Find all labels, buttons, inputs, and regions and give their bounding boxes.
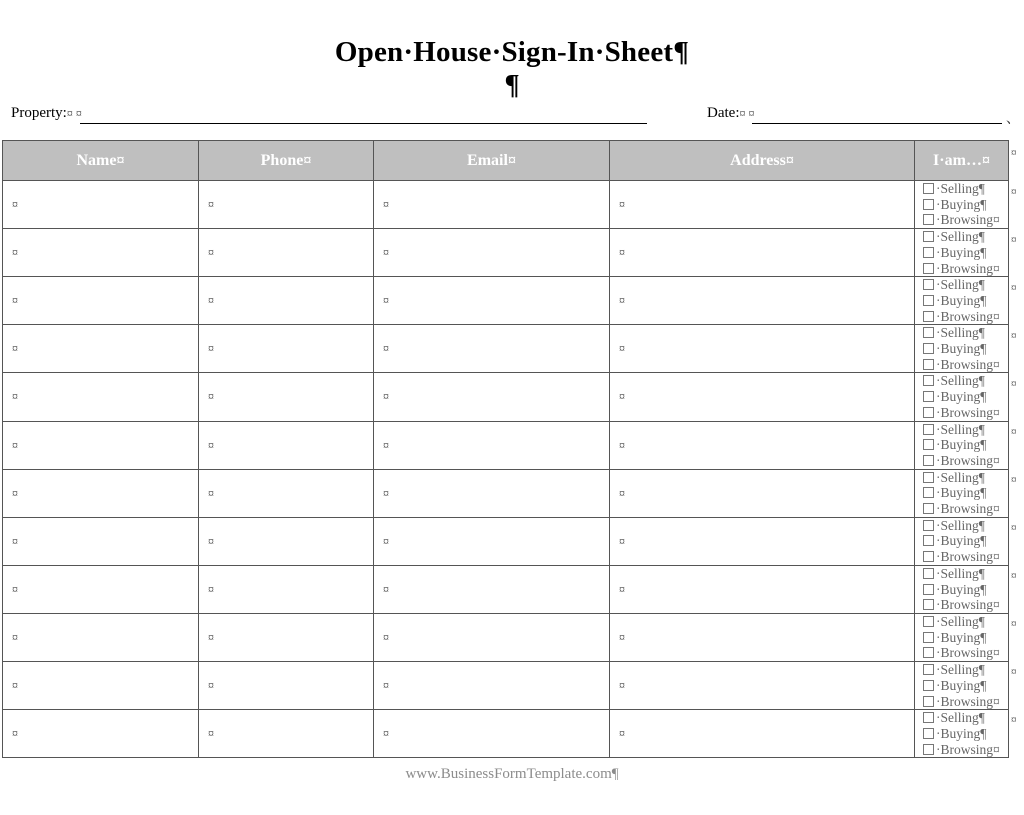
option-dot: · bbox=[936, 325, 941, 341]
checkbox-icon[interactable] bbox=[923, 343, 934, 354]
checkbox-icon[interactable] bbox=[923, 327, 934, 338]
option-selling[interactable] bbox=[923, 470, 1008, 486]
email-cell[interactable]: ¤ bbox=[374, 662, 610, 710]
option-label: Browsing¤ bbox=[940, 501, 1000, 517]
title-paragraph-mark: ¶ bbox=[504, 70, 520, 101]
option-label: Selling¶ bbox=[940, 181, 985, 196]
option-label: Buying¶ bbox=[940, 244, 987, 260]
email-cell[interactable]: ¤ bbox=[374, 421, 610, 469]
name-cell[interactable]: ¤ bbox=[3, 277, 199, 325]
table-row bbox=[3, 277, 1009, 325]
option-label: Browsing¤ bbox=[940, 645, 1000, 661]
option-browsing[interactable] bbox=[923, 549, 1008, 565]
checkbox-icon[interactable] bbox=[923, 214, 934, 225]
option-label: Buying¶ bbox=[940, 389, 987, 405]
option-buying[interactable] bbox=[923, 582, 1008, 598]
i-am-options-cell bbox=[915, 469, 1009, 517]
option-browsing[interactable] bbox=[923, 501, 1008, 517]
i-am-options-cell bbox=[915, 277, 1009, 325]
phone-cell[interactable]: ¤ bbox=[199, 613, 374, 661]
option-dot: · bbox=[936, 244, 941, 260]
option-label: Buying¶ bbox=[940, 629, 987, 645]
name-cell[interactable]: ¤ bbox=[3, 710, 199, 758]
option-dot: · bbox=[936, 629, 941, 645]
option-label: Browsing¤ bbox=[940, 452, 1000, 468]
i-am-options-cell bbox=[915, 517, 1009, 565]
checkbox-icon[interactable] bbox=[923, 535, 934, 546]
option-label: Browsing¤ bbox=[940, 549, 1000, 565]
option-buying[interactable] bbox=[923, 678, 1008, 694]
option-label: Browsing¤ bbox=[940, 404, 1000, 420]
table-row bbox=[3, 469, 1009, 517]
option-dot: · bbox=[936, 710, 941, 726]
email-cell[interactable]: ¤ bbox=[374, 710, 610, 758]
option-label: Browsing¤ bbox=[940, 741, 1000, 757]
email-cell[interactable]: ¤ bbox=[374, 565, 610, 613]
option-buying[interactable] bbox=[923, 293, 1008, 309]
checkbox-icon[interactable] bbox=[923, 487, 934, 498]
row-end-mark: ¤ bbox=[1011, 234, 1017, 246]
name-cell[interactable]: ¤ bbox=[3, 421, 199, 469]
checkbox-icon[interactable] bbox=[923, 472, 934, 483]
option-label: Browsing¤ bbox=[940, 308, 1000, 324]
i-am-options-cell bbox=[915, 662, 1009, 710]
address-cell[interactable]: ¤ bbox=[610, 710, 915, 758]
option-dot: · bbox=[936, 501, 941, 517]
option-dot: · bbox=[936, 533, 941, 549]
address-cell[interactable]: ¤ bbox=[610, 469, 915, 517]
checkbox-icon[interactable] bbox=[923, 455, 934, 466]
i-am-options-cell bbox=[915, 325, 1009, 373]
option-label: Browsing¤ bbox=[940, 597, 1000, 613]
option-dot: · bbox=[936, 725, 941, 741]
checkbox-icon[interactable] bbox=[923, 424, 934, 435]
checkbox-icon[interactable] bbox=[923, 551, 934, 562]
address-cell[interactable]: ¤ bbox=[610, 662, 915, 710]
option-dot: · bbox=[936, 452, 941, 468]
option-dot: · bbox=[936, 341, 941, 357]
table-row bbox=[3, 613, 1009, 661]
column-header-email: Email¤ bbox=[374, 141, 610, 181]
column-header-i-am: I·am…¤ bbox=[915, 141, 1009, 181]
checkbox-icon[interactable] bbox=[923, 744, 934, 755]
option-dot: · bbox=[936, 356, 941, 372]
line-end-mark: 、 bbox=[1006, 112, 1020, 127]
email-cell[interactable]: ¤ bbox=[374, 373, 610, 421]
email-cell[interactable]: ¤ bbox=[374, 229, 610, 277]
row-end-mark: ¤ bbox=[1011, 330, 1017, 342]
option-buying[interactable] bbox=[923, 389, 1008, 405]
footer-website: www.BusinessFormTemplate.com¶ bbox=[405, 766, 619, 782]
option-dot: · bbox=[936, 517, 941, 533]
row-end-mark: ¤ bbox=[1011, 186, 1017, 198]
row-end-mark: ¤ bbox=[1011, 147, 1017, 159]
table-row bbox=[3, 181, 1009, 229]
address-cell[interactable]: ¤ bbox=[610, 613, 915, 661]
table-row bbox=[3, 229, 1009, 277]
option-buying[interactable] bbox=[923, 485, 1008, 501]
address-cell[interactable]: ¤ bbox=[610, 181, 915, 229]
option-selling[interactable] bbox=[923, 181, 1008, 197]
i-am-options-cell bbox=[915, 421, 1009, 469]
date-field-marks: ¤ ¤ bbox=[739, 106, 755, 120]
email-cell[interactable]: ¤ bbox=[374, 325, 610, 373]
name-cell[interactable]: ¤ bbox=[3, 469, 199, 517]
property-field bbox=[11, 105, 82, 122]
table-row bbox=[3, 710, 1009, 758]
property-input-line[interactable] bbox=[80, 123, 647, 124]
row-end-mark: ¤ bbox=[1011, 570, 1017, 582]
checkbox-icon[interactable] bbox=[923, 647, 934, 658]
email-cell[interactable]: ¤ bbox=[374, 277, 610, 325]
phone-cell[interactable]: ¤ bbox=[199, 229, 374, 277]
option-dot: · bbox=[936, 549, 941, 565]
checkbox-icon[interactable] bbox=[923, 391, 934, 402]
table-row bbox=[3, 565, 1009, 613]
option-dot: · bbox=[936, 292, 941, 308]
option-dot: · bbox=[936, 437, 941, 453]
option-dot: · bbox=[936, 229, 941, 245]
name-cell[interactable]: ¤ bbox=[3, 662, 199, 710]
option-dot: · bbox=[936, 485, 941, 501]
date-input-line[interactable] bbox=[752, 123, 1002, 124]
row-end-mark: ¤ bbox=[1011, 522, 1017, 534]
option-dot: · bbox=[936, 565, 941, 581]
sign-in-table bbox=[2, 140, 1009, 758]
option-buying[interactable] bbox=[923, 341, 1008, 357]
option-label: Selling¶ bbox=[940, 229, 985, 245]
phone-cell[interactable]: ¤ bbox=[199, 181, 374, 229]
checkbox-icon[interactable] bbox=[923, 231, 934, 242]
phone-cell[interactable]: ¤ bbox=[199, 469, 374, 517]
checkbox-icon[interactable] bbox=[923, 616, 934, 627]
option-label: Selling¶ bbox=[940, 373, 985, 389]
option-browsing[interactable] bbox=[923, 261, 1008, 277]
option-label: Selling¶ bbox=[940, 469, 985, 485]
row-end-mark: ¤ bbox=[1011, 282, 1017, 294]
option-label: Browsing¤ bbox=[940, 260, 1000, 276]
email-cell[interactable]: ¤ bbox=[374, 517, 610, 565]
option-browsing[interactable] bbox=[923, 694, 1008, 710]
checkbox-icon[interactable] bbox=[923, 584, 934, 595]
row-end-mark: ¤ bbox=[1011, 426, 1017, 438]
option-dot: · bbox=[936, 693, 941, 709]
name-cell[interactable]: ¤ bbox=[3, 229, 199, 277]
checkbox-icon[interactable] bbox=[923, 311, 934, 322]
option-label: Selling¶ bbox=[940, 277, 985, 293]
column-header-name: Name¤ bbox=[3, 141, 199, 181]
column-header-address: Address¤ bbox=[610, 141, 915, 181]
option-selling[interactable] bbox=[923, 710, 1008, 726]
option-selling[interactable] bbox=[923, 422, 1008, 438]
option-dot: · bbox=[936, 212, 941, 228]
phone-cell[interactable]: ¤ bbox=[199, 565, 374, 613]
i-am-options-cell bbox=[915, 613, 1009, 661]
option-buying[interactable] bbox=[923, 437, 1008, 453]
option-label: Buying¶ bbox=[940, 341, 987, 357]
address-cell[interactable]: ¤ bbox=[610, 565, 915, 613]
checkbox-icon[interactable] bbox=[923, 199, 934, 210]
option-browsing[interactable] bbox=[923, 597, 1008, 613]
phone-cell[interactable]: ¤ bbox=[199, 421, 374, 469]
document-title: Open·House·Sign-In·Sheet¶ bbox=[334, 36, 690, 68]
name-cell[interactable]: ¤ bbox=[3, 373, 199, 421]
checkbox-icon[interactable] bbox=[923, 599, 934, 610]
address-cell[interactable]: ¤ bbox=[610, 325, 915, 373]
option-browsing[interactable] bbox=[923, 742, 1008, 758]
i-am-options-cell bbox=[915, 373, 1009, 421]
email-cell[interactable]: ¤ bbox=[374, 469, 610, 517]
checkbox-icon[interactable] bbox=[923, 664, 934, 675]
name-cell[interactable]: ¤ bbox=[3, 613, 199, 661]
option-buying[interactable] bbox=[923, 197, 1008, 213]
email-cell[interactable]: ¤ bbox=[374, 181, 610, 229]
option-dot: · bbox=[936, 260, 941, 276]
option-label: Selling¶ bbox=[940, 613, 985, 629]
address-cell[interactable]: ¤ bbox=[610, 517, 915, 565]
name-cell[interactable]: ¤ bbox=[3, 325, 199, 373]
row-end-mark: ¤ bbox=[1011, 618, 1017, 630]
option-selling[interactable] bbox=[923, 373, 1008, 389]
option-dot: · bbox=[936, 181, 941, 196]
option-dot: · bbox=[936, 581, 941, 597]
option-browsing[interactable] bbox=[923, 405, 1008, 421]
option-buying[interactable] bbox=[923, 245, 1008, 261]
option-dot: · bbox=[936, 645, 941, 661]
row-end-mark: ¤ bbox=[1011, 378, 1017, 390]
option-dot: · bbox=[936, 421, 941, 437]
checkbox-icon[interactable] bbox=[923, 183, 934, 194]
option-selling[interactable] bbox=[923, 614, 1008, 630]
date-field bbox=[707, 105, 754, 122]
option-label: Buying¶ bbox=[940, 725, 987, 741]
option-label: Buying¶ bbox=[940, 677, 987, 693]
column-header-phone: Phone¤ bbox=[199, 141, 374, 181]
option-label: Buying¶ bbox=[940, 437, 987, 453]
option-label: Browsing¤ bbox=[940, 212, 1000, 228]
checkbox-icon[interactable] bbox=[923, 359, 934, 370]
option-browsing[interactable] bbox=[923, 453, 1008, 469]
option-dot: · bbox=[936, 597, 941, 613]
checkbox-icon[interactable] bbox=[923, 279, 934, 290]
phone-cell[interactable]: ¤ bbox=[199, 325, 374, 373]
i-am-options-cell bbox=[915, 565, 1009, 613]
option-buying[interactable] bbox=[923, 726, 1008, 742]
option-label: Selling¶ bbox=[940, 565, 985, 581]
option-browsing[interactable] bbox=[923, 309, 1008, 325]
checkbox-icon[interactable] bbox=[923, 696, 934, 707]
checkbox-icon[interactable] bbox=[923, 295, 934, 306]
checkbox-icon[interactable] bbox=[923, 439, 934, 450]
option-label: Selling¶ bbox=[940, 421, 985, 437]
option-label: Browsing¤ bbox=[940, 356, 1000, 372]
phone-cell[interactable]: ¤ bbox=[199, 373, 374, 421]
option-label: Selling¶ bbox=[940, 662, 985, 678]
name-cell[interactable]: ¤ bbox=[3, 565, 199, 613]
checkbox-icon[interactable] bbox=[923, 503, 934, 514]
address-cell[interactable]: ¤ bbox=[610, 229, 915, 277]
checkbox-icon[interactable] bbox=[923, 728, 934, 739]
option-selling[interactable] bbox=[923, 662, 1008, 678]
option-browsing[interactable] bbox=[923, 212, 1008, 228]
option-buying[interactable] bbox=[923, 630, 1008, 646]
row-end-mark: ¤ bbox=[1011, 714, 1017, 726]
row-end-mark: ¤ bbox=[1011, 666, 1017, 678]
option-dot: · bbox=[936, 741, 941, 757]
name-cell[interactable]: ¤ bbox=[3, 181, 199, 229]
option-selling[interactable] bbox=[923, 325, 1008, 341]
option-label: Selling¶ bbox=[940, 325, 985, 341]
option-dot: · bbox=[936, 373, 941, 389]
i-am-options-cell bbox=[915, 181, 1009, 229]
checkbox-icon[interactable] bbox=[923, 375, 934, 386]
option-label: Buying¶ bbox=[940, 581, 987, 597]
option-selling[interactable] bbox=[923, 518, 1008, 534]
phone-cell[interactable]: ¤ bbox=[199, 277, 374, 325]
i-am-options-cell bbox=[915, 710, 1009, 758]
checkbox-icon[interactable] bbox=[923, 568, 934, 579]
date-label: Date: bbox=[707, 105, 740, 121]
option-label: Buying¶ bbox=[940, 533, 987, 549]
phone-cell[interactable]: ¤ bbox=[199, 662, 374, 710]
table-row bbox=[3, 373, 1009, 421]
option-selling[interactable] bbox=[923, 566, 1008, 582]
checkbox-icon[interactable] bbox=[923, 632, 934, 643]
option-browsing[interactable] bbox=[923, 645, 1008, 661]
option-dot: · bbox=[936, 613, 941, 629]
table-header-row bbox=[3, 141, 1009, 181]
option-dot: · bbox=[936, 389, 941, 405]
option-label: Browsing¤ bbox=[940, 693, 1000, 709]
email-cell[interactable]: ¤ bbox=[374, 613, 610, 661]
checkbox-icon[interactable] bbox=[923, 712, 934, 723]
row-end-mark: ¤ bbox=[1011, 474, 1017, 486]
table-row bbox=[3, 517, 1009, 565]
address-cell[interactable]: ¤ bbox=[610, 421, 915, 469]
option-label: Buying¶ bbox=[940, 196, 987, 212]
property-field-marks: ¤ ¤ bbox=[66, 106, 82, 120]
option-label: Buying¶ bbox=[940, 292, 987, 308]
option-dot: · bbox=[936, 277, 941, 293]
i-am-options-cell bbox=[915, 229, 1009, 277]
option-label: Buying¶ bbox=[940, 485, 987, 501]
checkbox-icon[interactable] bbox=[923, 520, 934, 531]
option-label: Selling¶ bbox=[940, 710, 985, 726]
option-selling[interactable] bbox=[923, 277, 1008, 293]
option-label: Selling¶ bbox=[940, 517, 985, 533]
property-label: Property: bbox=[11, 105, 67, 121]
option-dot: · bbox=[936, 662, 941, 678]
phone-cell[interactable]: ¤ bbox=[199, 710, 374, 758]
checkbox-icon[interactable] bbox=[923, 263, 934, 274]
option-dot: · bbox=[936, 308, 941, 324]
option-dot: · bbox=[936, 469, 941, 485]
table-row bbox=[3, 662, 1009, 710]
option-buying[interactable] bbox=[923, 533, 1008, 549]
name-cell[interactable]: ¤ bbox=[3, 517, 199, 565]
option-dot: · bbox=[936, 404, 941, 420]
table-row bbox=[3, 421, 1009, 469]
phone-cell[interactable]: ¤ bbox=[199, 517, 374, 565]
table-row bbox=[3, 325, 1009, 373]
option-dot: · bbox=[936, 196, 941, 212]
address-cell[interactable]: ¤ bbox=[610, 277, 915, 325]
option-dot: · bbox=[936, 677, 941, 693]
option-browsing[interactable] bbox=[923, 357, 1008, 373]
checkbox-icon[interactable] bbox=[923, 407, 934, 418]
checkbox-icon[interactable] bbox=[923, 247, 934, 258]
address-cell[interactable]: ¤ bbox=[610, 373, 915, 421]
checkbox-icon[interactable] bbox=[923, 680, 934, 691]
option-selling[interactable] bbox=[923, 229, 1008, 245]
